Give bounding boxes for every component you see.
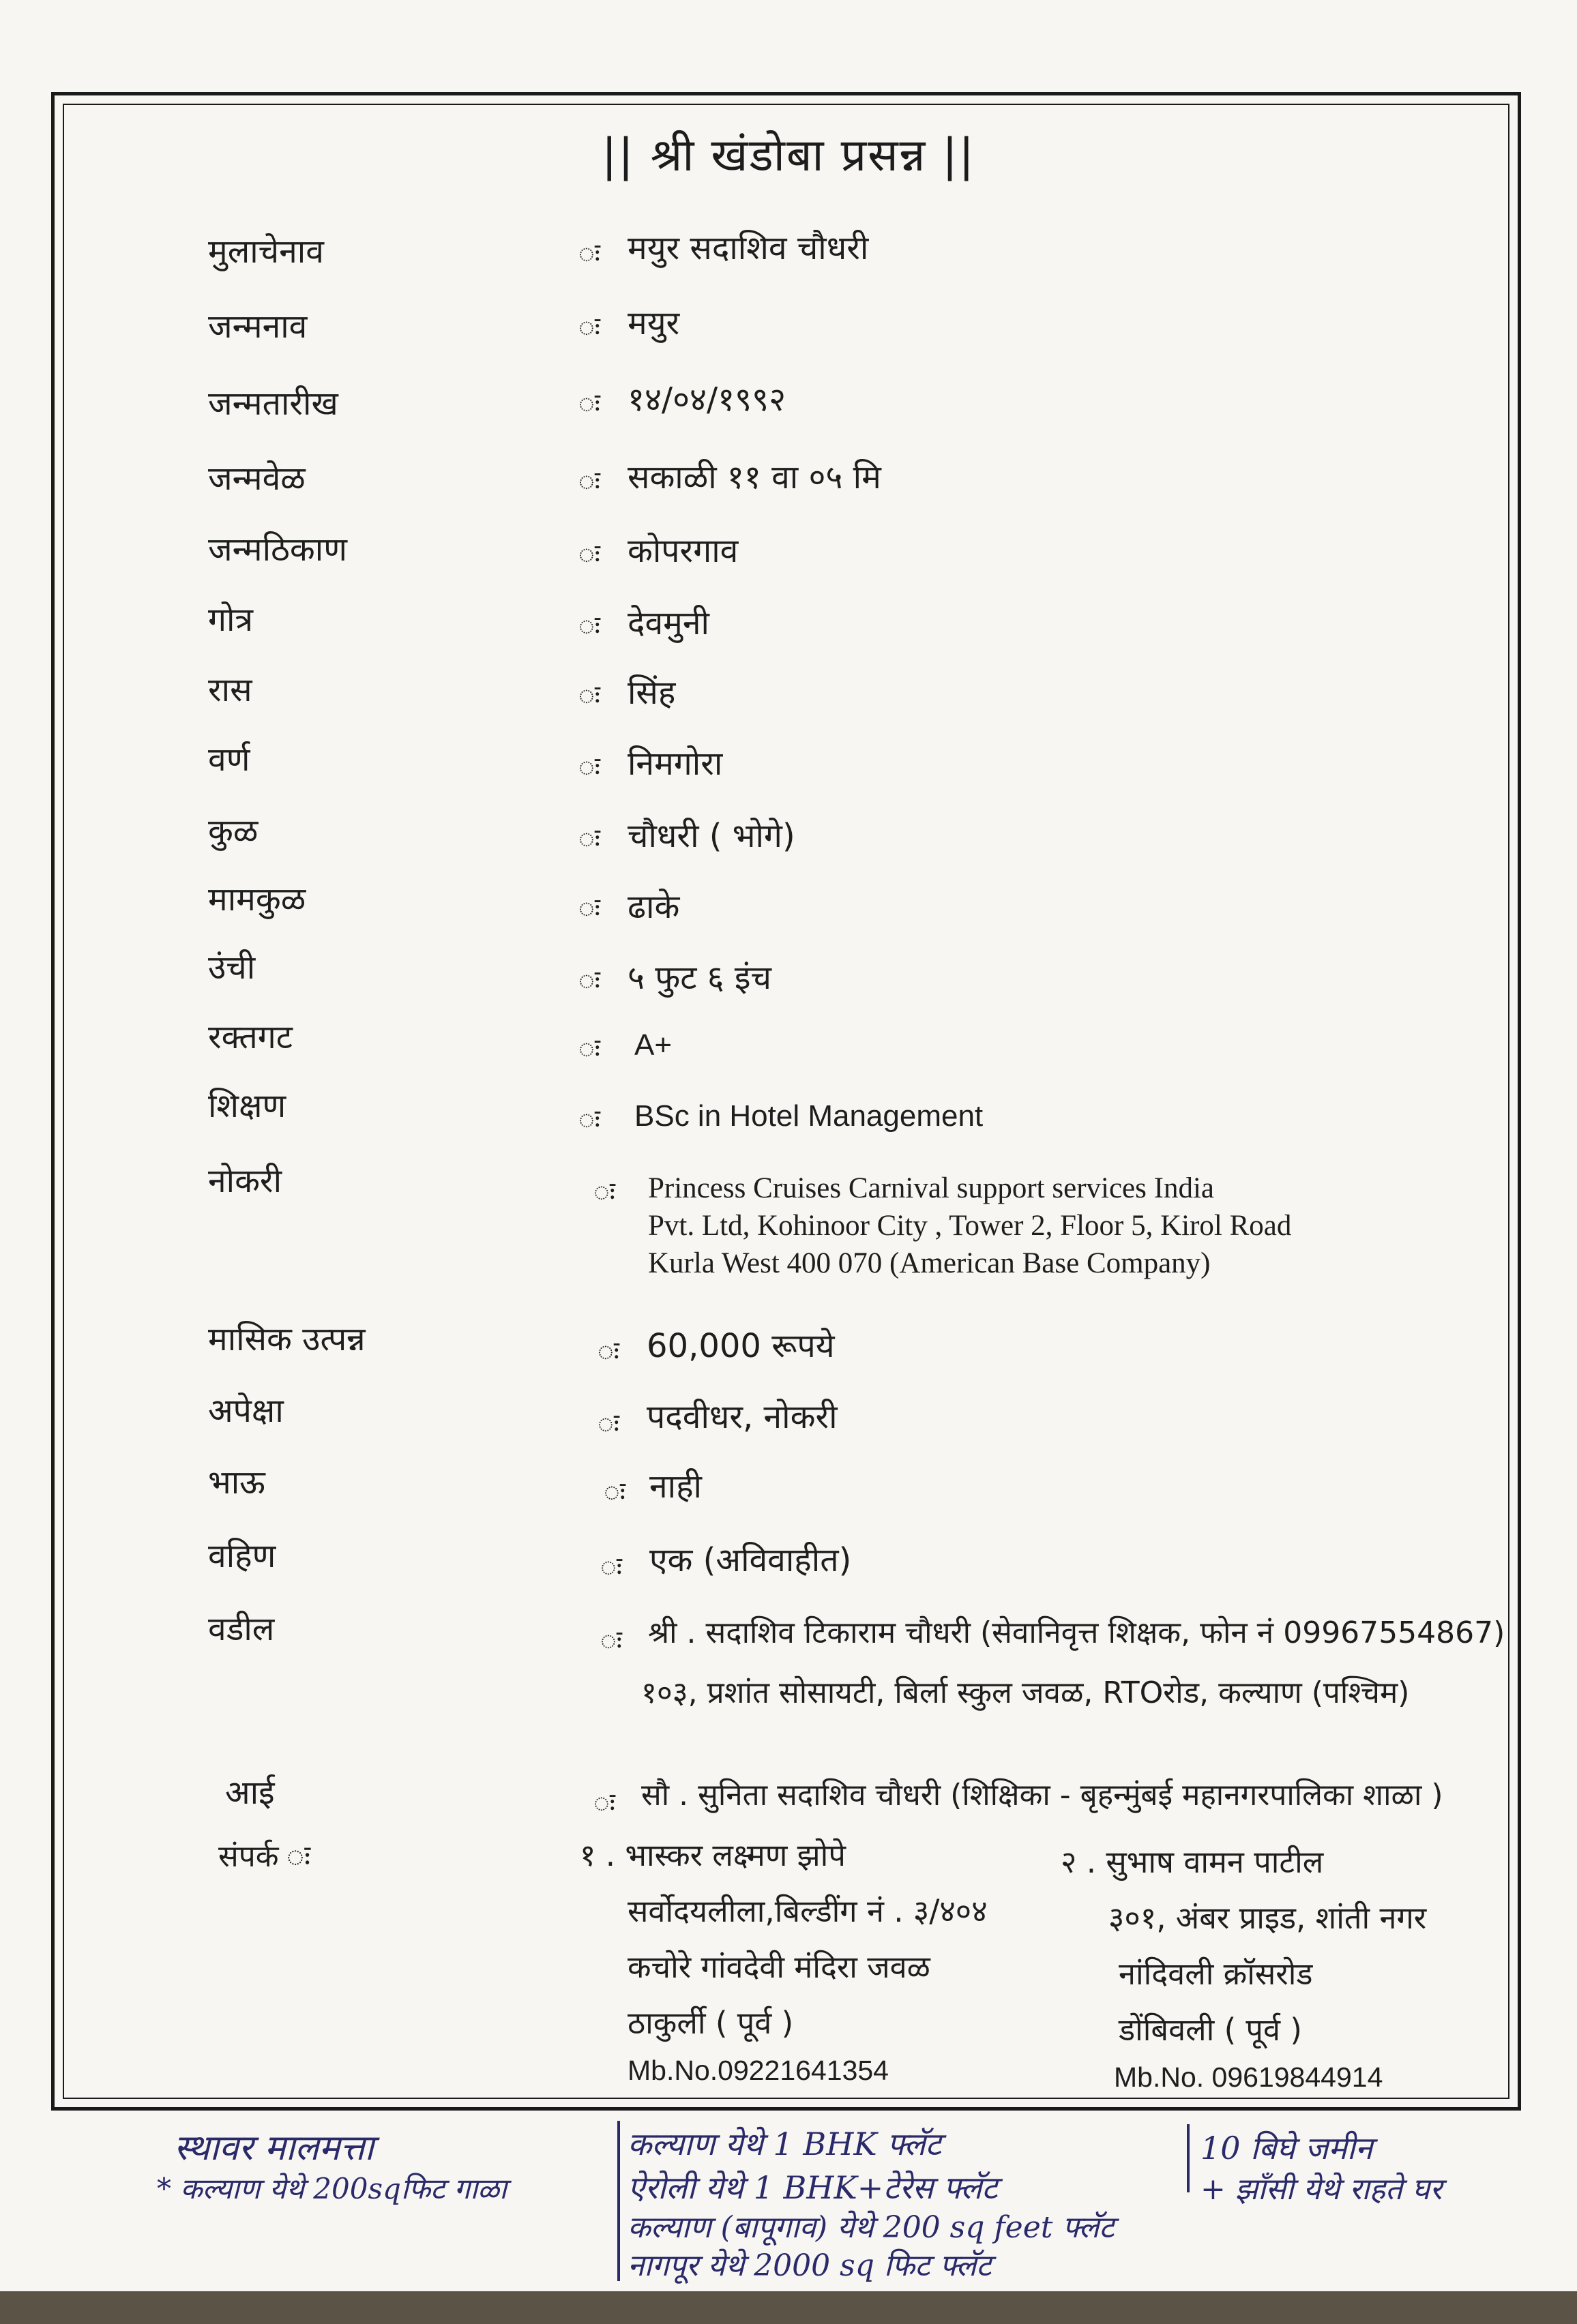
contact-mobile: Mb.No. 09619844914 — [1114, 2061, 1383, 2093]
field-colon: ः — [578, 680, 600, 711]
field-colon: ः — [578, 965, 600, 996]
handwritten-divider — [1187, 2124, 1190, 2192]
field-colon: ः — [598, 1336, 619, 1367]
field-label: नोकरी — [208, 1162, 282, 1200]
field-value: ढाके — [628, 888, 680, 926]
field-label: वडील — [208, 1610, 275, 1648]
field-label: भाऊ — [208, 1463, 265, 1502]
field-value: A+ — [634, 1028, 673, 1062]
contact-address-1: ३०१, अंबर प्राइड, शांती नगर — [1108, 1900, 1427, 1936]
field-label: जन्मतारीख — [208, 385, 338, 423]
field-colon: ः — [593, 1176, 615, 1208]
field-colon: ः — [600, 1625, 622, 1656]
field-value: नाही — [649, 1468, 702, 1506]
field-label: मासिक उत्पन्न — [208, 1320, 366, 1358]
handwritten-item: कल्याण येथे 1 BHK फ्लॅट — [628, 2126, 941, 2162]
field-value: मयुर सदाशिव चौधरी — [628, 229, 869, 267]
contact-name: २ . सुभाष वामन पाटील — [1061, 1844, 1324, 1880]
handwritten-item: कल्याण (बापूगाव) येथे 200 sq feet फ्लॅट — [628, 2210, 1115, 2245]
handwritten-divider — [617, 2121, 620, 2281]
job-line: Kurla West 400 070 (American Base Company) — [648, 1247, 1211, 1279]
contact-address-1: सर्वोदयलीला,बिल्डींग नं . ३/४०४ — [628, 1893, 988, 1929]
contact-address-2: नांदिवली क्रॉसरोड — [1119, 1956, 1313, 1992]
field-label: जन्मठिकाण — [208, 531, 347, 569]
field-colon: ः — [578, 238, 600, 269]
field-label: वहिण — [208, 1537, 276, 1575]
contact-address-2: कचोरे गांवदेवी मंदिरा जवळ — [628, 1949, 930, 1985]
handwritten-right-2: + झाँसी येथे राहते घर — [1200, 2172, 1443, 2207]
contact-city: डोंबिवली ( पूर्व ) — [1119, 2012, 1302, 2048]
field-colon: ः — [578, 539, 600, 570]
field-value: कोपरगाव — [628, 532, 739, 570]
field-colon: ः — [593, 1787, 615, 1819]
contact-2 — [1061, 1834, 1426, 2096]
field-label: मुलाचेनाव — [208, 233, 324, 271]
field-colon: ः — [578, 751, 600, 783]
handwritten-title: स्थावर मालमत्ता — [174, 2128, 374, 2169]
field-label: जन्मनाव — [208, 308, 308, 346]
page-heading: || श्री खंडोबा प्रसन्न || — [602, 129, 975, 181]
field-colon: ः — [578, 823, 600, 854]
contact-1 — [580, 1828, 988, 2089]
field-colon: ः — [598, 1408, 619, 1440]
field-value: 60,000 रूपये — [647, 1327, 835, 1365]
field-value: सकाळी ११ वा ०५ मि — [628, 458, 881, 496]
field-colon: ः — [578, 1033, 600, 1064]
job-details — [648, 1170, 1291, 1282]
field-value: चौधरी ( भोगे) — [628, 817, 795, 855]
handwritten-item: नागपूर येथे 2000 sq फिट फ्लॅट — [628, 2248, 992, 2283]
field-colon: ः — [578, 610, 600, 642]
field-colon: ः — [578, 466, 600, 497]
field-colon: ः — [578, 893, 600, 924]
contact-mobile: Mb.No.09221641354 — [628, 2055, 889, 2086]
handwritten-item: ऐरोली येथे 1 BHK+टेरेस फ्लॅट — [628, 2169, 998, 2206]
field-label: शिक्षण — [208, 1087, 286, 1125]
field-value: BSc in Hotel Management — [634, 1099, 984, 1133]
field-colon: ः — [604, 1476, 625, 1508]
field-label: वर्ण — [208, 741, 250, 779]
field-value: ५ फुट ६ इंच — [628, 959, 771, 997]
field-value: १४/०४/१९९२ — [628, 381, 786, 419]
field-value: देवमुनी — [628, 604, 709, 642]
mother-value: सौ . सुनिता सदाशिव चौधरी (शिक्षिका - बृहन्मुंबई महानगरपालिका शाळा ) — [641, 1778, 1443, 1813]
father-line-1: श्री . सदाशिव टिकाराम चौधरी (सेवानिवृत्त शिक्षक, फोन नं 09967554867) — [648, 1615, 1505, 1650]
contact-name: १ . भास्कर लक्ष्मण झोपे — [580, 1837, 846, 1873]
field-label: जन्मवेळ — [208, 460, 306, 498]
father-line-2: १०३, प्रशांत सोसायटी, बिर्ला स्कुल जवळ, RTOरोड, कल्याण (पश्चिम) — [641, 1675, 1410, 1710]
handwritten-left-note: * कल्याण येथे 200sqफिट गाळा — [157, 2172, 507, 2205]
contact-label: संपर्क ः — [218, 1839, 310, 1874]
field-label: कुळ — [208, 812, 259, 850]
field-value: मयुर — [628, 304, 680, 342]
field-value: निमगोरा — [628, 745, 723, 783]
field-value: सिंह — [628, 674, 676, 712]
field-colon: ः — [600, 1551, 622, 1583]
job-line: Pvt. Ltd, Kohinoor City , Tower 2, Floor 5, Kirol Road — [648, 1210, 1292, 1242]
field-label: रक्तगट — [208, 1018, 293, 1056]
field-label: आई — [225, 1774, 275, 1812]
field-value: पदवीधर, नोकरी — [647, 1398, 838, 1436]
field-colon: ः — [578, 388, 600, 419]
field-colon: ः — [578, 312, 600, 343]
field-label: मामकुळ — [208, 880, 306, 919]
field-label: अपेक्षा — [208, 1392, 284, 1430]
field-label: उंची — [208, 949, 256, 987]
field-value: एक (अविवाहीत) — [649, 1541, 852, 1579]
field-label: रास — [208, 671, 252, 709]
field-colon: ः — [578, 1104, 600, 1135]
handwritten-right-1: 10 बिघे जमीन — [1200, 2130, 1373, 2166]
job-line: Princess Cruises Carnival support services India — [648, 1172, 1214, 1204]
field-label: गोत्र — [208, 601, 253, 639]
contact-city: ठाकुर्ली ( पूर्व ) — [628, 2005, 794, 2041]
